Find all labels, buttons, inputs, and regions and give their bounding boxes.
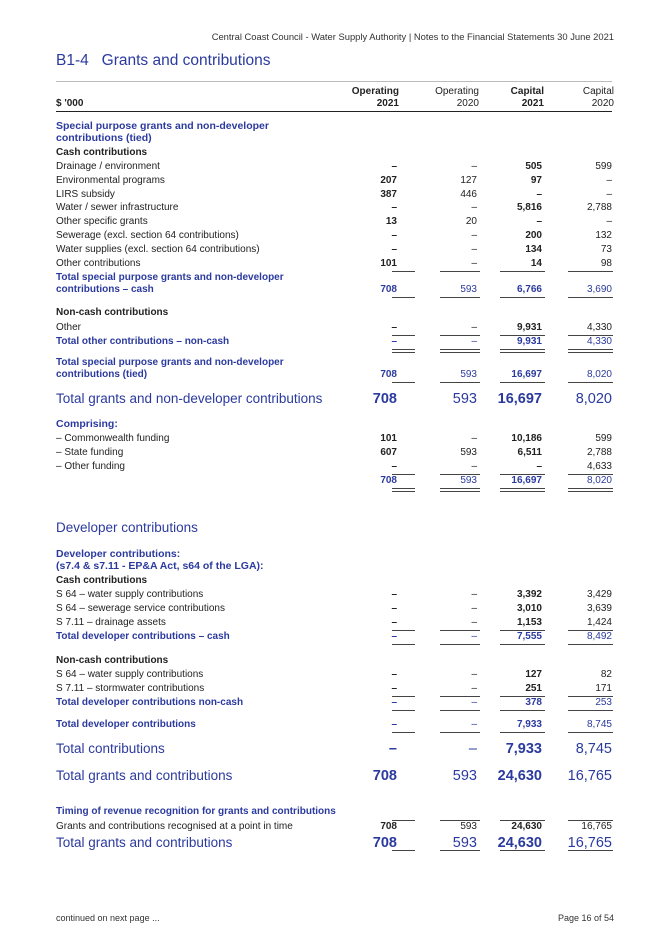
noncash-heading: Non-cash contributions (56, 307, 169, 318)
column-rule (392, 710, 415, 711)
dev-total: Total developer contributions – – 7,933 8,745 (56, 719, 612, 730)
dev-cash-heading: Cash contributions (56, 575, 148, 586)
col-header-operating-2021: Operating 2021 (351, 86, 399, 109)
column-rule (392, 696, 415, 697)
column-rule (500, 297, 545, 298)
column-rule (500, 349, 545, 353)
developer-section-title: Developer contributions (56, 520, 198, 535)
column-rule (440, 488, 480, 492)
dev-noncash-total: Total developer contributions non-cash – – 378 253 (56, 697, 612, 708)
column-rule (568, 630, 613, 631)
column-rule (392, 488, 415, 492)
special-heading-2: contributions (tied) (56, 132, 152, 144)
timing-row: Grants and contributions recognised at a point in time 708 593 24,630 16,765 (56, 821, 612, 832)
column-rule (392, 335, 415, 336)
column-rule (568, 297, 613, 298)
table-row: S 64 – water supply contributions – – 3,392 3,429 (56, 589, 612, 600)
column-rule (440, 630, 480, 631)
col-header-capital-2021: Capital 2021 (510, 86, 544, 109)
total-grants-contributions: Total grants and contributions 708 593 24,630 16,765 (56, 768, 612, 784)
column-rule (392, 349, 415, 353)
noncash-row-other: Other – – 9,931 4,330 (56, 322, 612, 333)
column-rule (440, 644, 480, 645)
column-rule (392, 732, 415, 733)
section-name: Grants and contributions (101, 52, 271, 69)
column-rule (500, 271, 545, 272)
cash-heading: Cash contributions (56, 147, 148, 158)
comprising-total: 708 593 16,697 8,020 (380, 475, 612, 486)
column-rule (500, 710, 545, 711)
column-rule (392, 271, 415, 272)
footer-page-number: Page 16 of 54 (557, 913, 614, 923)
table-row: Other specific grants 13 20 – – (56, 216, 612, 228)
table-row: Water supplies (excl. section 64 contributions) – – 134 73 (56, 243, 612, 255)
table-row: S 64 – sewerage service contributions – – 3,010 3,639 (56, 603, 612, 614)
column-rule (440, 382, 480, 383)
table-row: S 7.11 – stormwater contributions – – 251 171 (56, 683, 612, 694)
column-rule (568, 488, 613, 492)
column-rule (568, 335, 613, 336)
column-rule (500, 474, 545, 475)
col-header-operating-2020: Operating 2020 (435, 86, 479, 109)
timing-heading: Timing of revenue recognition for grants and contributions (56, 806, 336, 817)
column-rule (568, 382, 613, 383)
column-rule (440, 820, 480, 821)
timing-total: Total grants and contributions 708 593 24,630 16,765 (56, 835, 612, 851)
column-rule (500, 630, 545, 631)
tied-total: contributions (tied) 708 593 16,697 8,020 (56, 369, 612, 380)
dev-noncash-heading: Non-cash contributions (56, 655, 169, 666)
column-rule (500, 488, 545, 492)
column-rule (440, 335, 480, 336)
noncash-total: Total other contributions – non-cash – – 9,931 4,330 (56, 336, 612, 347)
column-rule (440, 297, 480, 298)
unit-label: $ '000 (56, 98, 84, 109)
column-rule (568, 820, 613, 821)
column-rule (440, 710, 480, 711)
developer-heading: Developer contributions: (56, 548, 181, 560)
column-rule (568, 710, 613, 711)
column-rule (568, 850, 613, 851)
table-row: LIRS subsidy 387 446 – – (56, 188, 612, 200)
developer-heading-2: (s7.4 & s7.11 - EP&A Act, s64 of the LGA): (56, 560, 264, 572)
column-rule (440, 474, 480, 475)
table-row: Water / sewer infrastructure – – 5,816 2,788 (56, 202, 612, 214)
column-rule (392, 297, 415, 298)
table-row: Other contributions 101 – 14 98 (56, 257, 612, 269)
column-rule (440, 732, 480, 733)
column-rule (392, 630, 415, 631)
table-row: S 7.11 – drainage assets – – 1,153 1,424 (56, 617, 612, 628)
total-contributions: Total contributions – – 7,933 8,745 (56, 741, 612, 757)
column-rule (568, 732, 613, 733)
table-row: – Other funding – – – 4,633 (56, 461, 612, 472)
comprising-heading: Comprising: (56, 418, 118, 430)
column-rule (392, 382, 415, 383)
table-row: Sewerage (excl. section 64 contributions) – – 200 132 (56, 230, 612, 241)
column-rule (568, 644, 613, 645)
col-header-capital-2020: Capital 2020 (582, 86, 614, 109)
column-rule (440, 696, 480, 697)
column-rule (568, 349, 613, 353)
table-row: – Commonwealth funding 101 – 10,186 599 (56, 433, 612, 444)
special-cash-total-1: Total special purpose grants and non-developer (56, 272, 284, 283)
column-rule (392, 644, 415, 645)
column-rule (500, 732, 545, 733)
table-row: S 64 – water supply contributions – – 127 82 (56, 669, 612, 680)
column-rule (440, 850, 480, 851)
special-heading: Special purpose grants and non-developer (56, 120, 269, 132)
table-row: – State funding 607 593 6,511 2,788 (56, 447, 612, 458)
tied-total-1: Total special purpose grants and non-developer (56, 357, 284, 368)
column-rule (500, 644, 545, 645)
column-rule (440, 271, 480, 272)
dev-cash-total: Total developer contributions – cash – – 7,555 8,492 (56, 631, 612, 642)
special-cash-total: contributions – cash 708 593 6,766 3,690 (56, 284, 612, 295)
section-number: B1-4 (56, 52, 89, 69)
column-rule (568, 696, 613, 697)
table-row: Environmental programs 207 127 97 – (56, 174, 612, 186)
running-header: Central Coast Council - Water Supply Authority | Notes to the Financial Statements 30 June 2021 (211, 31, 614, 42)
title-rule (56, 81, 612, 82)
header-rule (56, 111, 612, 112)
column-rule (568, 271, 613, 272)
column-rule (392, 474, 415, 475)
column-rule (500, 850, 545, 851)
column-rule (440, 349, 480, 353)
footer-continued: continued on next page ... (56, 913, 160, 923)
column-rule (392, 820, 415, 821)
total-non-developer: Total grants and non-developer contributions 708 593 16,697 8,020 (56, 391, 612, 407)
column-rule (500, 820, 545, 821)
section-title (56, 52, 271, 70)
table-row: Drainage / environment – – 505 599 (56, 161, 612, 172)
column-rule (500, 382, 545, 383)
column-rule (500, 335, 545, 336)
column-rule (568, 474, 613, 475)
column-rule (392, 850, 415, 851)
column-rule (500, 696, 545, 697)
